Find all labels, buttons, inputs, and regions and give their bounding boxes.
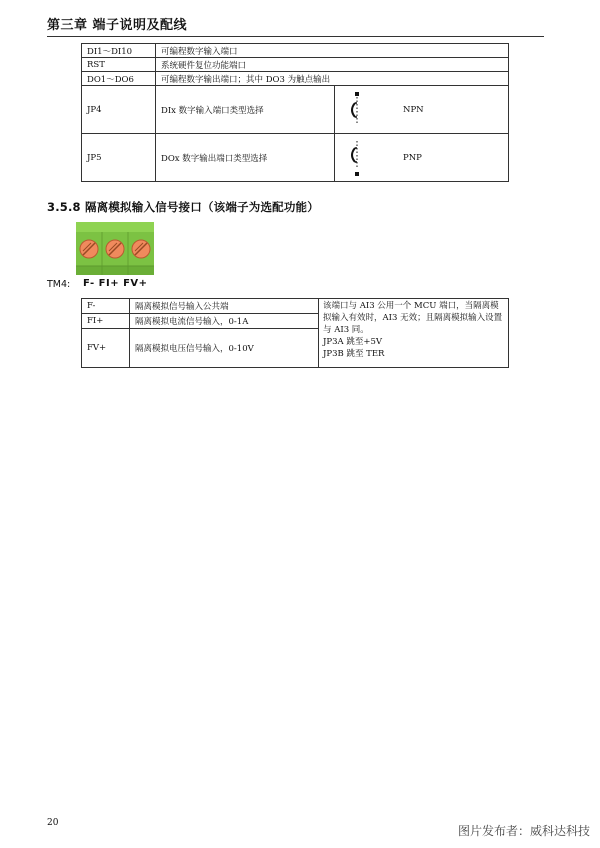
terminal-pin-labels: F- FI+ FV+ bbox=[83, 278, 148, 289]
screw-icon bbox=[80, 240, 98, 258]
note-text: 该端口与 AI3 公用一个 MCU 端口，当隔离模拟输入有效时，AI3 无效；且隔离模拟输入设置与 AI3 同。 bbox=[323, 301, 503, 335]
terminal-description: DIx 数字输入端口类型选择 bbox=[156, 86, 335, 134]
table-row bbox=[82, 44, 509, 58]
terminal-description: DOx 数字输出端口类型选择 bbox=[156, 134, 335, 182]
table-row bbox=[82, 299, 509, 314]
terminal-table bbox=[81, 43, 509, 182]
section-heading: 3.5.8 隔离模拟输入信号接口（该端子为选配功能） bbox=[47, 200, 319, 214]
configuration-note bbox=[319, 299, 509, 368]
note-text: JP3A 跳至+5V bbox=[323, 337, 383, 347]
terminal-label: TM4: bbox=[47, 279, 71, 290]
jumper-setting: PNP bbox=[375, 134, 509, 182]
terminal-name: JP5 bbox=[82, 134, 156, 182]
table-row bbox=[82, 58, 509, 72]
analog-input-table bbox=[81, 298, 509, 368]
terminal-name: FV+ bbox=[82, 329, 130, 368]
jumper-diagram-npn bbox=[335, 86, 376, 134]
publisher-credit: 图片发布者：威科达科技 bbox=[457, 824, 590, 838]
jumper-diagram-pnp bbox=[335, 134, 376, 182]
screw-icon bbox=[106, 240, 124, 258]
note-text: JP3B 跳至 TER bbox=[323, 349, 385, 359]
screw-icon bbox=[132, 240, 150, 258]
chapter-title: 第三章 端子说明及配线 bbox=[47, 18, 188, 33]
terminal-name: F- bbox=[82, 299, 130, 314]
terminal-description: 隔离模拟电流信号输入，0-1A bbox=[130, 314, 319, 329]
terminal-description: 可编程数字输入端口 bbox=[156, 44, 509, 58]
table-row bbox=[82, 86, 509, 134]
terminal-block-image bbox=[76, 222, 154, 275]
terminal-name: DI1～DI10 bbox=[82, 44, 156, 58]
terminal-description: 可编程数字输出端口；其中 DO3 为触点输出 bbox=[156, 72, 509, 86]
terminal-description: 系统硬件复位功能端口 bbox=[156, 58, 509, 72]
table-row bbox=[82, 72, 509, 86]
terminal-description: 隔离模拟信号输入公共端 bbox=[130, 299, 319, 314]
jumper-icon bbox=[345, 91, 369, 129]
header-divider bbox=[47, 36, 544, 37]
terminal-name: FI+ bbox=[82, 314, 130, 329]
terminal-name: RST bbox=[82, 58, 156, 72]
terminal-name: DO1～DO6 bbox=[82, 72, 156, 86]
jumper-setting: NPN bbox=[375, 86, 509, 134]
terminal-name: JP4 bbox=[82, 86, 156, 134]
table-row bbox=[82, 134, 509, 182]
jumper-icon bbox=[345, 139, 369, 177]
page-number: 20 bbox=[47, 818, 59, 828]
terminal-description: 隔离模拟电压信号输入，0-10V bbox=[130, 329, 319, 368]
